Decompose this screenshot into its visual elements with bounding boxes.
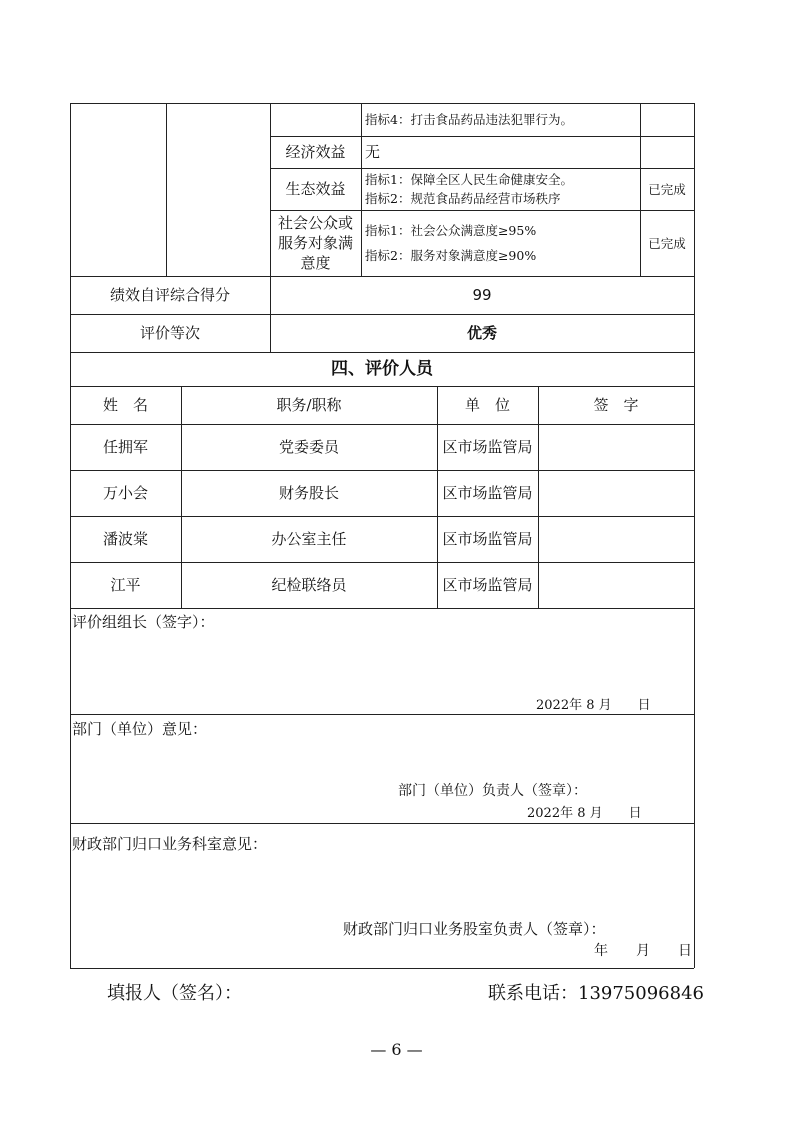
social-indicator-2: 指标2：服务对象满意度≥90% <box>365 248 537 263</box>
row-2-name: 万小会 <box>102 484 148 502</box>
dept-head-signature: 部门（单位）负责人（签章）： <box>398 783 587 799</box>
header-signature: 签 字 <box>593 396 639 414</box>
dept-date: 2022年 8 月 日 <box>527 806 642 821</box>
header-unit: 单 位 <box>464 396 510 414</box>
grade-value: 优秀 <box>466 324 497 342</box>
social-indicator-1: 指标1：社会公众满意度≥95% <box>365 223 537 238</box>
row-4-unit: 区市场监管局 <box>442 576 533 594</box>
finance-opinion-label: 财政部门归口业务科室意见： <box>72 835 268 853</box>
page-number: — 6 — <box>370 1040 423 1059</box>
leader-date: 2022年 8 月 日 <box>536 698 651 713</box>
ecological-benefit-label: 生态效益 <box>285 180 346 198</box>
ecological-status: 已完成 <box>648 181 686 197</box>
row-1-unit: 区市场监管局 <box>442 438 533 456</box>
row-3-name: 潘波棠 <box>102 530 148 548</box>
social-benefit-label <box>270 210 361 276</box>
header-name: 姓 名 <box>102 396 148 414</box>
ecological-indicators <box>365 168 637 210</box>
row-2-unit: 区市场监管局 <box>442 484 533 502</box>
economic-benefit-value: 无 <box>365 143 381 161</box>
dept-opinion-label: 部门（单位）意见： <box>72 720 208 738</box>
row-4-name: 江平 <box>110 576 141 594</box>
social-label-line-3: 意度 <box>300 254 331 272</box>
social-indicators <box>365 210 637 276</box>
ecological-indicator-1: 指标1：保障全区人民生命健康安全。 <box>365 172 573 187</box>
social-label-line-2: 服务对象满 <box>277 234 353 252</box>
finance-date: 年 月 日 <box>594 943 692 959</box>
grade-label: 评价等次 <box>139 324 200 342</box>
score-label: 绩效自评综合得分 <box>109 286 230 304</box>
leader-signature-label: 评价组组长（签字）： <box>72 613 215 631</box>
filler-signature-label: 填报人（签名）： <box>107 983 242 1004</box>
finance-head-signature: 财政部门归口业务股室负责人（签章）： <box>343 920 606 938</box>
phone-number: 13975096846 <box>578 983 704 1004</box>
social-status: 已完成 <box>648 235 686 251</box>
indicator-4-text: 指标4：打击食品药品违法犯罪行为。 <box>365 112 573 127</box>
row-3-title: 办公室主任 <box>271 530 347 548</box>
economic-benefit-label: 经济效益 <box>285 143 346 161</box>
score-value: 99 <box>472 286 492 304</box>
social-label-line-1: 社会公众或 <box>277 214 353 232</box>
ecological-indicator-2: 指标2：规范食品药品经营市场秩序 <box>365 191 561 206</box>
row-1-title: 党委委员 <box>278 438 339 456</box>
header-title: 职务/职称 <box>276 396 342 414</box>
row-4-title: 纪检联络员 <box>271 576 347 594</box>
row-3-unit: 区市场监管局 <box>442 530 533 548</box>
section-4-title: 四、评价人员 <box>331 359 433 379</box>
phone-label: 联系电话： <box>488 983 578 1004</box>
contact-phone <box>488 979 704 1005</box>
row-2-title: 财务股长 <box>278 484 339 502</box>
row-1-name: 任拥军 <box>102 438 148 456</box>
